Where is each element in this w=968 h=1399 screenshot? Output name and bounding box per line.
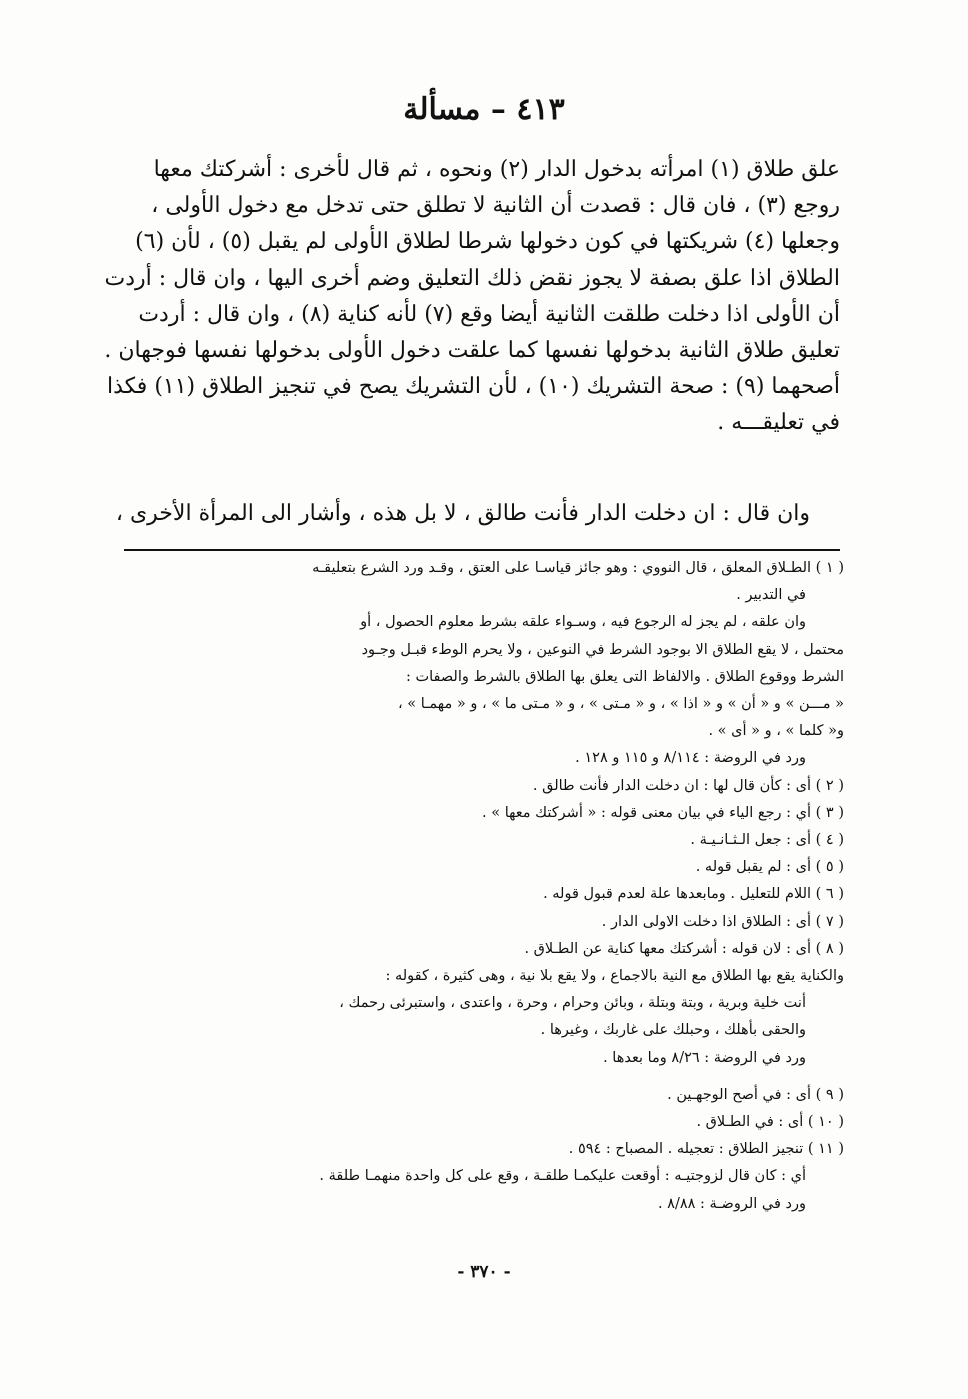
footnote-line: ( ٢ ) أى : كأن قال لها : ان دخلت الدار فأنت طالق .	[532, 777, 844, 794]
footnote-line: محتمل ، لا يقع الطلاق الا بوجود الشرط في النوعين ، ولا يحرم الوطء قبـل وجـود	[361, 641, 844, 658]
footnote-line: والحقى بأهلك ، وحبلك على غاربك ، وغيرها .	[540, 1022, 806, 1039]
footnote-line: ( ٨ ) أى : لان قوله : أشركتك معها كناية عن الطـلاق .	[524, 940, 844, 957]
footnote-line: ورد في الروضة : ٨/١١٤ و ١١٥ و ١٢٨ .	[575, 750, 806, 767]
main-text	[104, 152, 840, 442]
footnote-line: « مـــن » و « أن » و « اذا » ، و « مـتى » ، و « مـتى ما » ، و « مهمـا » ،	[397, 696, 844, 713]
body-line: الطلاق اذا علق بصفة لا يجوز نقض ذلك التعليق وضم أخرى اليها ، وان قال : أردت	[104, 265, 840, 291]
footnote-line: ( ١٠ ) أى : في الطـلاق .	[696, 1114, 844, 1131]
footnote-line: و« كلما » ، و « أى » .	[708, 723, 844, 740]
footnote-line: ( ٣ ) أي : رجع الياء في بيان معنى قوله : « أشركتك معها » .	[482, 804, 844, 821]
footnote-line: أي : كان قال لزوجتيـه : أوقعت عليكمـا طلقـة ، وقع على كل واحدة منهمـا طلقة .	[319, 1168, 806, 1185]
footnote-line: ( ٦ ) اللام للتعليل . ومابعدها علة لعدم قبول قوله .	[543, 886, 844, 903]
body-line: أصحهما (٩) : صحة التشريك (١٠) ، لأن التشريك يصح في تنجيز الطلاق (١١) فكذا	[107, 374, 840, 400]
footnote-line: ( ٩ ) أى : في أصح الوجهـين .	[667, 1086, 844, 1103]
body-line: تعليق طلاق الثانية بدخولها نفسها كما علقت دخول الأولى بدخولها نفسها فوجهان .	[104, 338, 840, 364]
footnote-line: وان علقه ، لم يجز له الرجوع فيه ، وسـواء علقه بشرط معلوم الحصول ، أو	[360, 614, 806, 631]
body-line: وجعلها (٤) شريكتها في كون دخولها شرطا لطلاق الأولى لم يقبل (٥) ، لأن (٦)	[135, 229, 840, 255]
footnote-line: ( ٥ ) أى : لم يقبل قوله .	[695, 859, 844, 876]
body-line: روجع (٣) ، فان قال : قصدت أن الثانية لا تطلق حتى تدخل مع دخول الأولى ،	[151, 193, 840, 219]
footnote-line: ورد في الروضـة : ٨/٨٨ .	[657, 1195, 806, 1212]
footnote-line: ( ١١ ) تنجيز الطلاق : تعجيله . المصباح : ٥٩٤ .	[568, 1141, 844, 1158]
footnote-line: أنت خلية وبرية ، وبتة وبتلة ، وبائن وحرام ، وحرة ، واعتدى ، واستبرئى رحمك ،	[339, 995, 806, 1012]
body-line: في تعليقـــه .	[717, 410, 840, 436]
body-line: علق طلاق (١) امرأته بدخول الدار (٢) ونحوه ، ثم قال لأخرى : أشركتك معها	[153, 157, 840, 182]
body-paragraph-start: وان قال : ان دخلت الدار فأنت طالق ، لا بل هذه ، وأشار الى المرأة الأخرى ،	[115, 501, 810, 526]
footnote-line: والكناية يقع بها الطلاق مع النية بالاجماع ، ولا يقع بلا نية ، وهى كثيرة ، كقوله :	[385, 968, 844, 985]
footnote-line: في التدبير .	[736, 587, 806, 604]
footnote-line: ( ١ ) الطـلاق المعلق ، قال النووي : وهو جائز قياسـا على العتق ، وقـد ورد الشرع بتعليقـه	[312, 560, 844, 576]
footnote-line: ( ٧ ) أى : الطلاق اذا دخلت الاولى الدار .	[601, 913, 844, 930]
page-title: ٤١٣ – مسألة	[403, 92, 565, 127]
footnotes	[124, 555, 844, 1218]
footnote-line: ورد في الروضة : ٨/٢٦ وما بعدها .	[603, 1049, 806, 1066]
footnote-separator	[124, 549, 840, 551]
footnote-line: الشرط ووقوع الطلاق . والالفاظ التى يعلق بها الطلاق بالشرط والصفات :	[405, 668, 844, 685]
page-number: - ٣٧٠ -	[457, 1262, 511, 1282]
body-line: أن الأولى اذا دخلت طلقت الثانية أيضا وقع (٧) لأنه كناية (٨) ، وان قال : أردت	[138, 301, 840, 327]
footnote-line: ( ٤ ) أى : جعل الـثـانـيـة .	[690, 832, 844, 849]
